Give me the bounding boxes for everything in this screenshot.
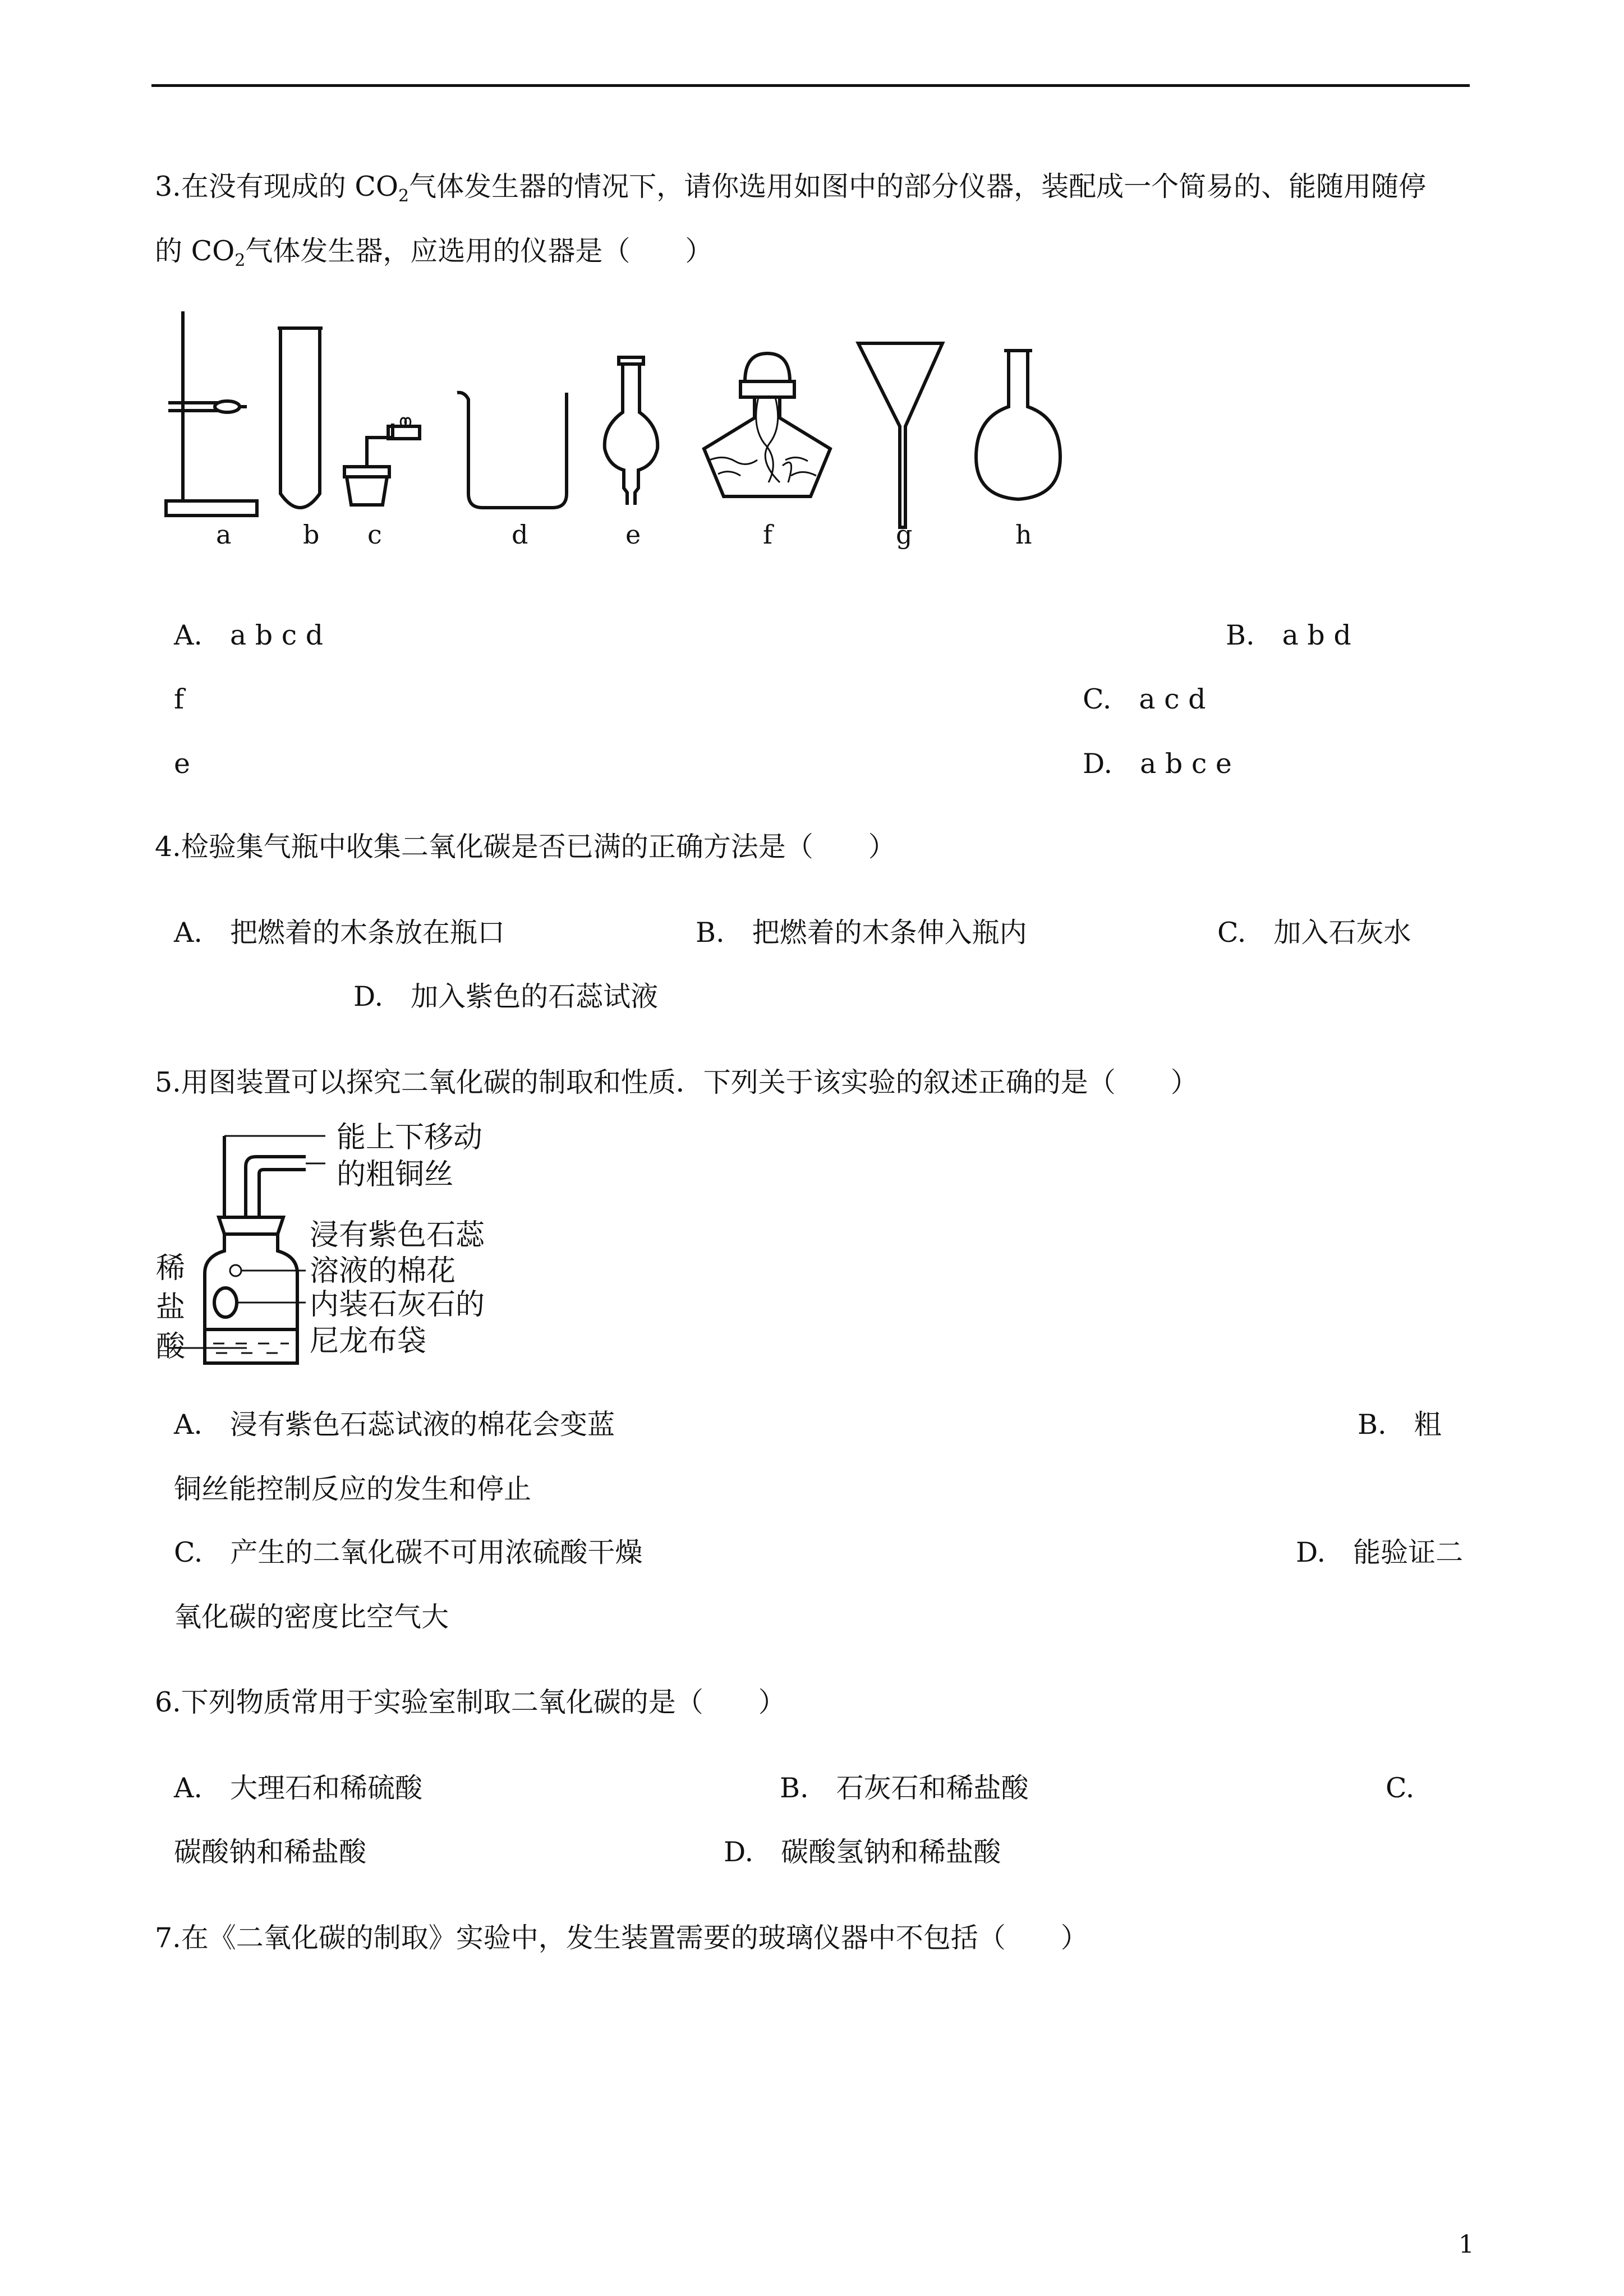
q3-option-a: A. a b c d — [174, 619, 324, 651]
page-number: 1 — [1459, 2230, 1474, 2259]
annotation-acid-2: 盐 — [156, 1291, 186, 1324]
q3-option-c: C. a c d — [1083, 683, 1206, 715]
annotation-bag-2: 尼龙布袋 — [310, 1324, 427, 1358]
annotation-cotton-1: 浸有紫色石蕊 — [310, 1218, 485, 1252]
label-f: f — [763, 519, 773, 550]
label-h: h — [1015, 519, 1032, 550]
q3-option-c-wrap: e — [174, 748, 190, 780]
q3-option-b: B. a b d — [1226, 619, 1351, 651]
q6-option-a: A. 大理石和稀硫酸 — [174, 1772, 422, 1804]
annotation-cotton-2: 溶液的棉花 — [310, 1254, 456, 1288]
q7-stem: 7.在《二氧化碳的制取》实验中，发生装置需要的玻璃仪器中不包括（ ） — [155, 1922, 1088, 1954]
annotation-copper-wire-1: 能上下移动 — [337, 1121, 483, 1154]
q5-option-c: C. 产生的二氧化碳不可用浓硫酸干燥 — [174, 1536, 643, 1568]
q3-option-d: D. a b c e — [1083, 748, 1232, 780]
q4-option-c: C. 加入石灰水 — [1217, 917, 1411, 949]
q5-option-d-wrap: 氧化碳的密度比空气大 — [174, 1601, 449, 1633]
label-d: d — [512, 519, 528, 550]
q5-option-a: A. 浸有紫色石蕊试液的棉花会变蓝 — [174, 1409, 615, 1441]
annotation-acid-1: 稀 — [156, 1251, 186, 1285]
q3-stem-line1: 3.在没有现成的 $CO_2$气体发生器的情况下，请你选用如图中的部分仪器，装配成一个简易的、能随用随停 — [155, 171, 1427, 206]
label-a: a — [216, 519, 232, 550]
q6-option-d: D. 碳酸氢钠和稀盐酸 — [724, 1836, 1001, 1868]
q5-stem: 5.用图装置可以探究二氧化碳的制取和性质．下列关于该实验的叙述正确的是（ ） — [155, 1066, 1198, 1098]
q3-stem-line2: 的 $CO_2$气体发生器，应选用的仪器是（ ） — [155, 235, 713, 270]
q4-stem: 4.检验集气瓶中收集二氧化碳是否已满的正确方法是（ ） — [155, 831, 896, 863]
q4-option-d: D. 加入紫色的石蕊试液 — [353, 981, 659, 1013]
annotation-bag-1: 内装石灰石的 — [310, 1288, 485, 1322]
q4-option-b: B. 把燃着的木条伸入瓶内 — [696, 917, 1027, 949]
label-b: b — [303, 519, 320, 550]
q6-option-b: B. 石灰石和稀盐酸 — [780, 1772, 1029, 1804]
annotation-copper-wire-2: 的粗铜丝 — [337, 1158, 454, 1191]
label-g: g — [896, 519, 913, 550]
q6-option-c-wrap: 碳酸钠和稀盐酸 — [174, 1836, 367, 1868]
label-e: e — [625, 519, 641, 550]
label-c: c — [367, 519, 382, 550]
q5-option-d-head: D. 能验证二 — [1296, 1536, 1464, 1568]
q4-option-a: A. 把燃着的木条放在瓶口 — [174, 917, 505, 949]
q5-option-b-wrap: 铜丝能控制反应的发生和停止 — [174, 1473, 532, 1505]
q5-option-b-head: B. 粗 — [1358, 1409, 1442, 1441]
q6-option-c-head: C. — [1386, 1772, 1415, 1804]
q3-option-a-wrap: f — [174, 683, 185, 715]
q6-stem: 6.下列物质常用于实验室制取二氧化碳的是（ ） — [155, 1686, 786, 1718]
annotation-acid-3: 酸 — [156, 1330, 186, 1364]
